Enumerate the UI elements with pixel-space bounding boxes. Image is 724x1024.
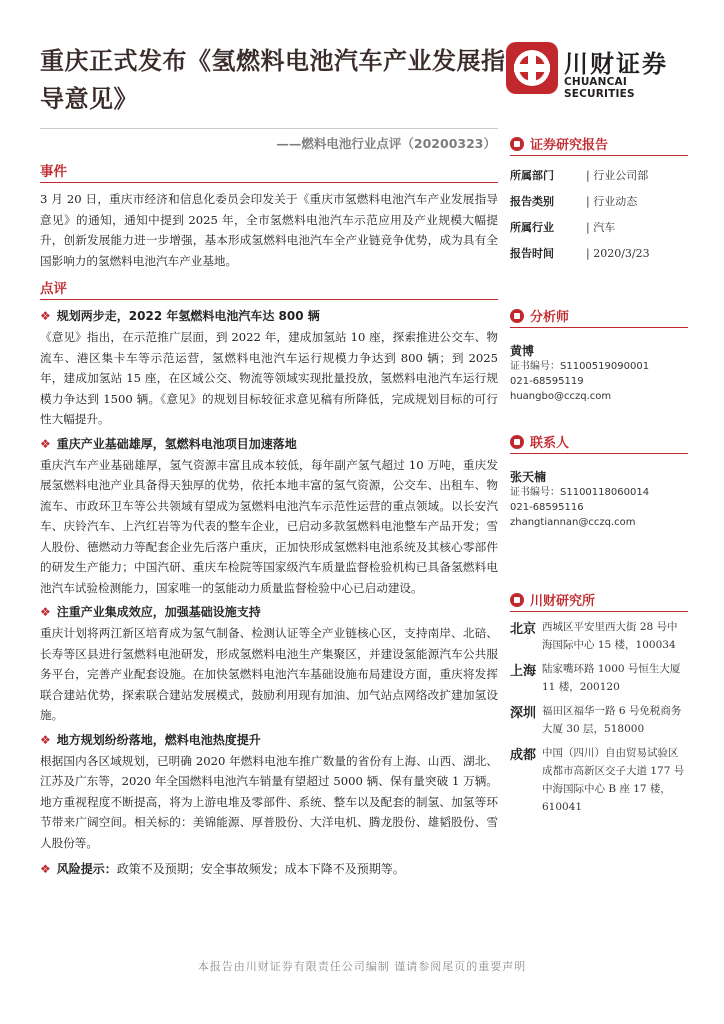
info-row-department: 所属部门 | 行业公司部: [510, 169, 649, 182]
subtitle-divider: [40, 128, 498, 129]
point-4-text: 根据国内各区域规划，已明确 2020 年燃料电池车推广数量的省份有上海、山西、湖北、江苏及广东等，2020 年全国燃料电池汽车销量有望超过 5000 辆、保有量突破 1 万辆。地方重视程度不断提高，将为上游电堆及零部件、系统、整车以及配套的制氢、加氢等环节带来广阔空间。相关标的：美锦能源、厚普股份、大洋电机、腾龙股份、雄韬股份、雪人股份等。: [40, 753, 498, 850]
comment-heading: 点评: [40, 277, 498, 300]
diamond-bullet-icon: ❖: [40, 309, 51, 323]
contact-phone: 021-68595116: [510, 502, 584, 513]
report-icon: [510, 137, 524, 151]
event-heading: 事件: [40, 160, 498, 183]
diamond-bullet-icon: ❖: [40, 605, 51, 619]
sidebar: [510, 134, 688, 816]
risk-warning: ❖ 风险提示：政策不及预期；安全事故频发；成本下降不及预期等。: [40, 862, 405, 876]
point-4-title: ❖ 地方规划纷纷落地，燃料电池热度提升: [40, 732, 261, 747]
page-footer: 本报告由川财证券有限责任公司编制 谨请参阅尾页的重要声明: [197, 960, 527, 973]
report-type-heading: 证券研究报告: [510, 134, 688, 156]
diamond-bullet-icon: ❖: [40, 862, 51, 876]
contact-heading: 联系人: [510, 432, 688, 454]
analyst-phone: 021-68595119: [510, 376, 584, 387]
point-2-title: ❖ 重庆产业基础雄厚，氢燃料电池项目加速落地: [40, 436, 297, 451]
point-3-text: 重庆计划将两江新区培育成为氢气制备、检测认证等全产业链核心区，支持南岸、北碚、长寿等区县进行氢燃料电池研发，形成氢燃料电池生产集聚区，并建设氢能源汽车公共服务平台，完善产业配套设施。在加快氢燃料电池汽车基础设施布局建设方面，重庆将发挥联合建站优势，探索联合建站发展模式，鼓励利用现有加油、加气站点网络改扩建加氢设施。: [40, 626, 498, 722]
main-content: [40, 160, 498, 880]
analyst-name: 黄博: [510, 344, 535, 358]
company-logo: [506, 42, 696, 98]
analyst-icon: [510, 309, 524, 323]
contact-icon: [510, 435, 524, 449]
event-text: 3 月 20 日，重庆市经济和信息化委员会印发关于《重庆市氢燃料电池汽车产业发展指导意见》的通知，通知中提到 2025 年，全市氢燃料电池汽车示范应用及产业规模大幅提升，创新发展能力进一步增强，基本形成氢燃料电池汽车全产业链竞争优势，成为具有全国影响力的氢燃料电池汽车产业基地。: [40, 192, 498, 268]
office-shanghai: 上海 陆家嘴环路 1000 号恒生大厦 11 楼，200120: [510, 663, 681, 693]
analyst-heading: 分析师: [510, 306, 688, 328]
report-title: 重庆正式发布《氢燃料电池汽车产业发展指导意见》: [40, 47, 506, 113]
analyst-email[interactable]: huangbo@cczq.com: [510, 391, 612, 402]
diamond-bullet-icon: ❖: [40, 732, 51, 747]
logo-chinese-name: 川财证券: [564, 50, 668, 78]
institute-icon: [510, 593, 524, 607]
contact-cert: 证书编号：S1100118060014: [510, 487, 650, 498]
info-row-date: 报告时间 | 2020/3/23: [510, 246, 650, 260]
point-1-title: ❖ 规划两步走，2022 年氢燃料电池汽车达 800 辆: [40, 309, 320, 323]
info-row-industry: 所属行业 | 汽车: [510, 221, 616, 234]
diamond-bullet-icon: ❖: [40, 436, 51, 451]
research-institute-heading: 川财研究所: [510, 590, 688, 612]
office-beijing: 北京 西城区平安里西大街 28 号中海国际中心 15 楼，100034: [510, 621, 678, 651]
info-row-category: 报告类别 | 行业动态: [510, 195, 638, 208]
analyst-cert: 证书编号：S1100519090001: [510, 361, 650, 372]
chuancai-logo-icon: [506, 42, 558, 94]
report-subtitle: ——燃料电池行业点评（20200323）: [276, 136, 496, 151]
office-shenzhen: 深圳 福田区福华一路 6 号免税商务大厦 30 层，518000: [510, 705, 682, 735]
logo-english-name: CHUANCAI SECURITIES: [564, 76, 635, 100]
office-chengdu: 成都 中国（四川）自由贸易试验区成都市高新区交子大道 177 号中海国际中心 B 座 17 楼，610041: [510, 747, 685, 813]
contact-name: 张天楠: [510, 470, 547, 484]
point-2-text: 重庆汽车产业基础雄厚，氢气资源丰富且成本较低，每年副产氢气超过 10 万吨，重庆发展氢燃料电池产业具备得天独厚的优势，依托本地丰富的氢气资源，公交车、出租车、物流车、市政环卫车等公共领域有望成为氢燃料电池汽车示范性运营的重点领域。以长安汽车、庆铃汽车、上汽红岩等为代表的整车企业，已启动多款氢燃料电池整车产品开发；雪人股份、德燃动力等配套企业先后落户重庆，正加快形成氢燃料电池系统及其核心零部件的研发生产能力；中国汽研、重庆车检院等国家级汽车质量监督检验机构已具备氢燃料电池汽车试验检测能力，国家唯一的氢能动力质量监督检验中心已启动建设。: [40, 457, 498, 595]
contact-email[interactable]: zhangtiannan@cczq.com: [510, 517, 636, 528]
point-1-text: 《意见》指出，在示范推广层面，到 2022 年，建成加氢站 10 座，探索推进公交车、物流车、港区集卡车等示范运营，氢燃料电池汽车运行规模力争达到 800 辆；到 2025 年，建成加氢站 15 座，在区域公交、物流等领域实现批量投放，氢燃料电池汽车运行规模力争达到 1500 辆。《意见》的规划目标较征求意见稿有所降低，完成规划目标的可行性大幅提升。: [40, 330, 498, 426]
point-3-title: ❖ 注重产业集成效应，加强基础设施支持: [40, 605, 261, 619]
